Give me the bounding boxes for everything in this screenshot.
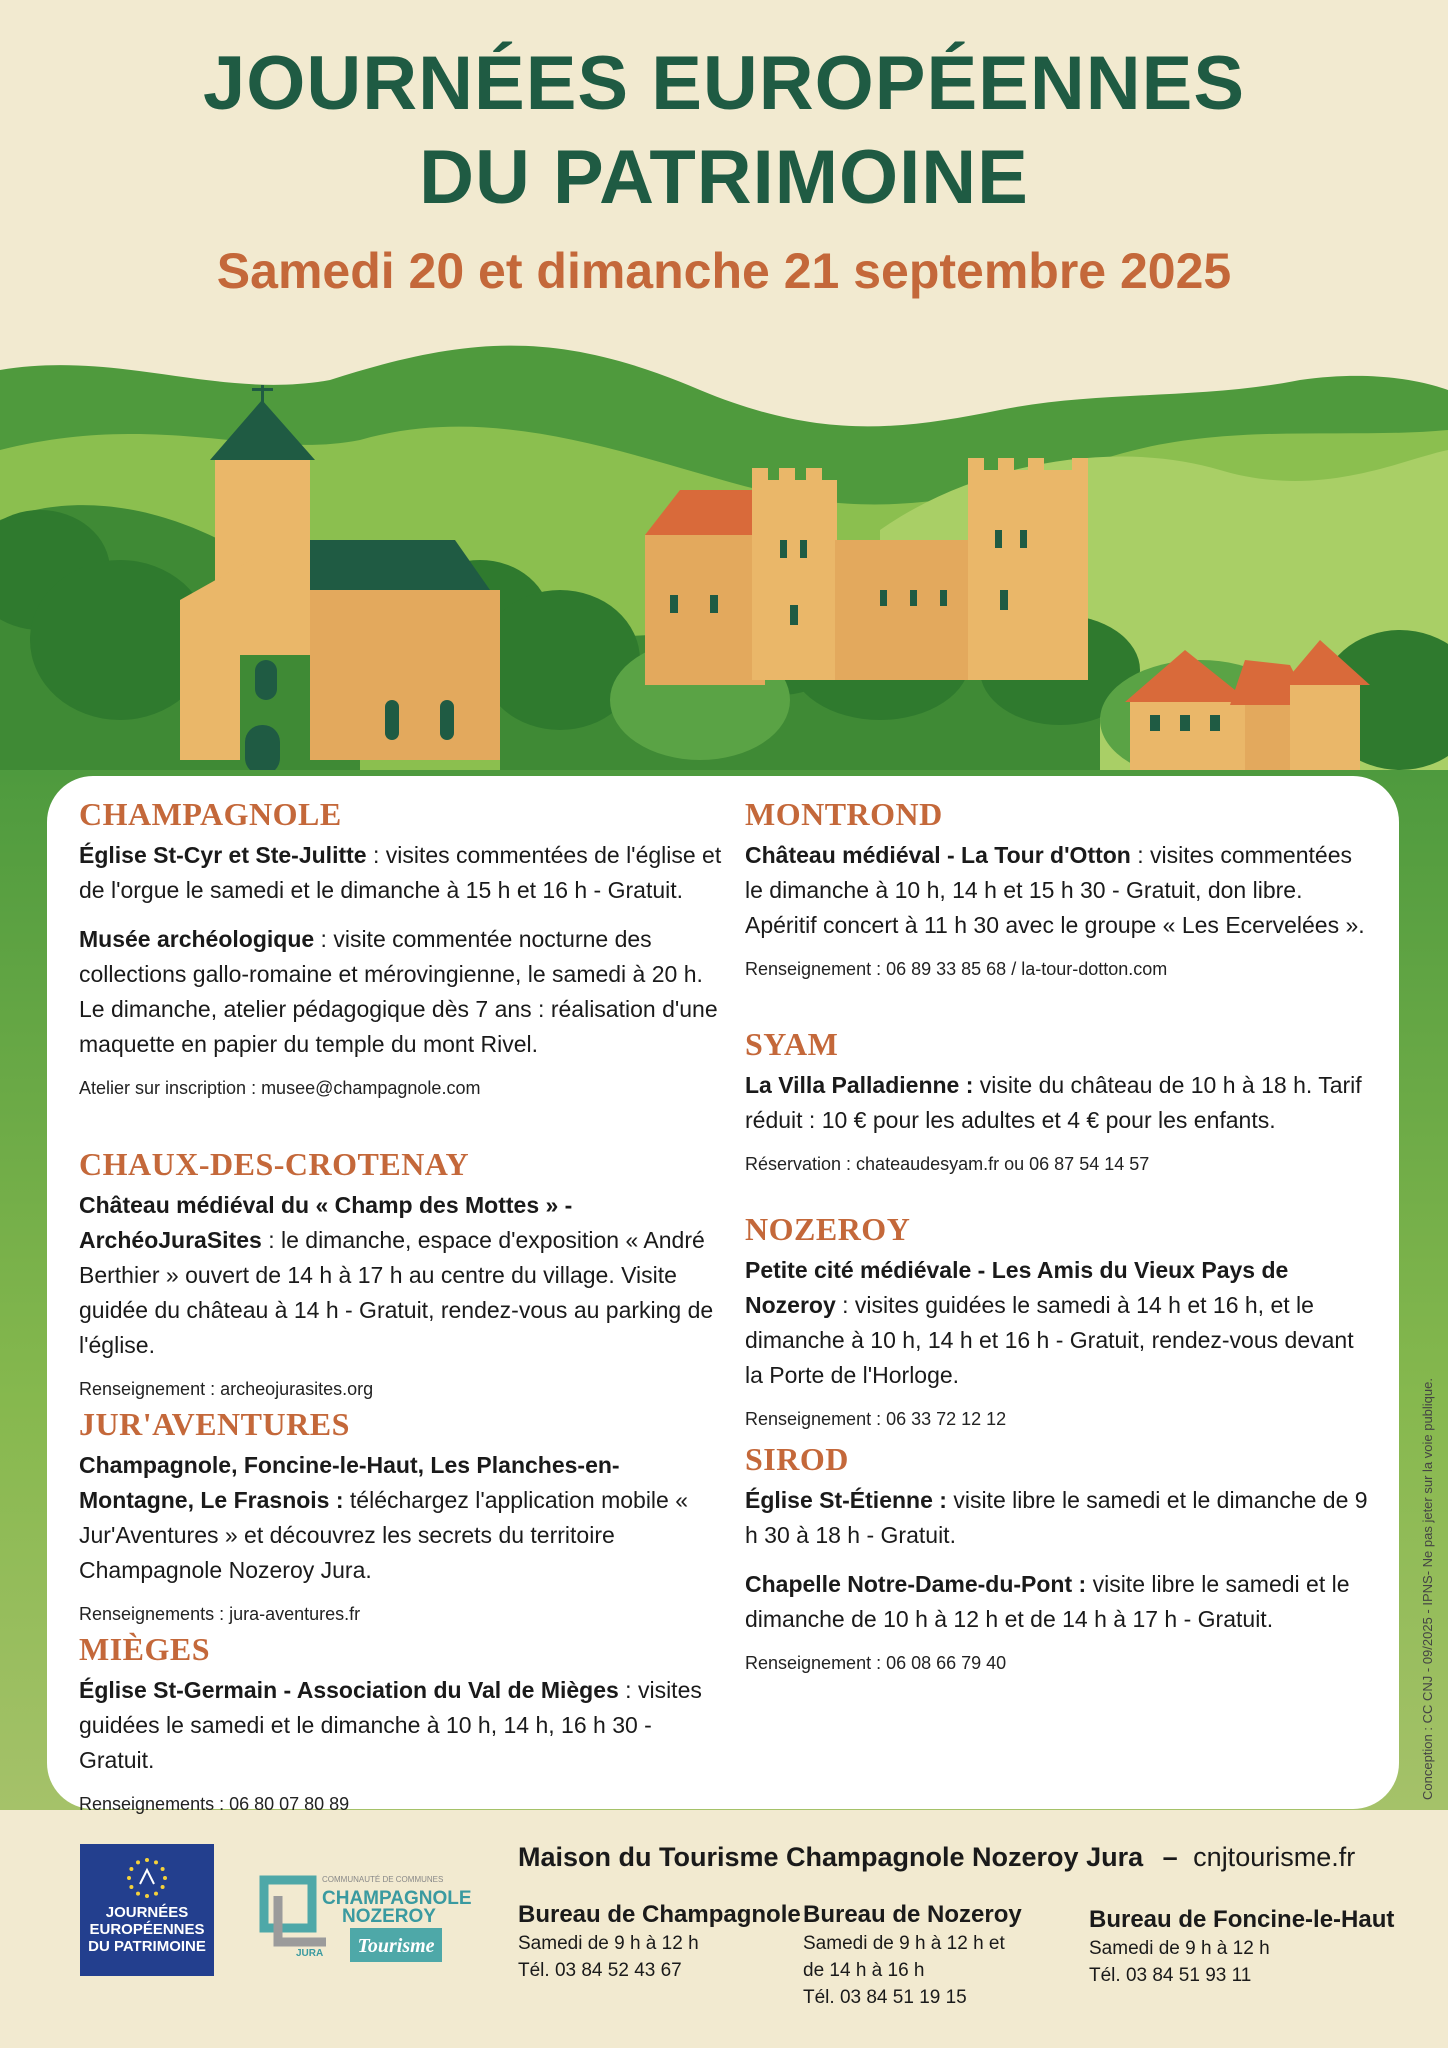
page-title-line2: DU PATRIMOINE <box>419 135 1029 220</box>
contact-info: Renseignement : 06 33 72 12 12 <box>745 1409 1007 1429</box>
venue-details: : visites guidées le samedi à 14 h et 16 h, et le dimanche à 10 h, 14 h et 16 h - Gratuit, rendez-vous devant la Porte de l'Horloge. <box>745 1292 1354 1388</box>
venue-name: La Villa Palladienne : <box>745 1072 974 1098</box>
event-dates: Samedi 20 et dimanche 21 septembre 2025 <box>216 243 1232 299</box>
event-description <box>745 1483 1375 1553</box>
bureau-foncine-le-haut <box>1089 1905 1394 1989</box>
venue-name: Château médiéval - La Tour d'Otton <box>745 842 1131 868</box>
bureau-nozeroy <box>803 1900 1022 2011</box>
section-nozeroy <box>745 1211 1375 1431</box>
cc-logo-line2: NOZEROY <box>342 1906 436 1927</box>
cc-logo-tourisme: Tourisme <box>357 1935 435 1957</box>
venue-details: téléchargez l'application mobile « Jur'Aventures » et découvrez les secrets du territoire Champagnole Nozeroy Jura. <box>79 1487 689 1583</box>
maison-name: Maison du Tourisme Champagnole Nozeroy Jura <box>518 1842 1144 1872</box>
cc-champagnole-nozeroy-logo <box>256 1870 480 1990</box>
bureau-phone: Tél. 03 84 52 43 67 <box>518 1960 682 1981</box>
section-champagnole <box>79 796 729 1100</box>
venue-details: : visites guidées le samedi et le dimanche à 10 h, 14 h, 16 h 30 - Gratuit. <box>79 1677 702 1773</box>
website-link[interactable]: cnjtourisme.fr <box>1193 1842 1356 1872</box>
bureau-hours: Samedi de 9 h à 12 h <box>1089 1938 1270 1959</box>
contact-info: Renseignement : archeojurasites.org <box>79 1379 374 1399</box>
venue-details: visite libre le samedi et le dimanche de 9 h 30 à 18 h - Gratuit. <box>745 1487 1368 1548</box>
section-juraventures <box>79 1406 729 1626</box>
venue-name: Église St-Étienne : <box>745 1487 947 1513</box>
venue-name: Église St-Germain - Association du Val de Mièges <box>79 1677 619 1703</box>
contact-info: Renseignement : 06 89 33 85 68 / la-tour-dotton.com <box>745 959 1168 979</box>
bureau-champagnole <box>518 1900 801 1984</box>
event-description <box>745 1567 1375 1637</box>
section-title: JUR'AVENTURES <box>79 1406 350 1442</box>
contact-info: Atelier sur inscription : musee@champagnole.com <box>79 1078 481 1098</box>
section-syam <box>745 1026 1375 1176</box>
cc-logo-small: COMMUNAUTÉ DE COMMUNES <box>322 1875 444 1884</box>
venue-name: Musée archéologique <box>79 926 315 952</box>
venue-details: visite libre le samedi et le dimanche de 10 h à 12 h et de 14 h à 17 h - Gratuit. <box>745 1571 1350 1632</box>
venue-name: Champagnole, Foncine-le-Haut, Les Planches-en-Montagne, Le Frasnois : <box>79 1452 620 1513</box>
footer <box>0 1830 1448 2048</box>
bureau-name: Bureau de Nozeroy <box>803 1901 1022 1928</box>
event-description <box>79 1188 729 1363</box>
section-title: SIROD <box>745 1441 849 1477</box>
bureau-name: Bureau de Champagnole <box>518 1901 801 1928</box>
design-credit: Conception : CC CNJ - 09/2025 - IPNS- Ne pas jeter sur la voie publique. <box>1420 1378 1435 1800</box>
eu-stars-icon <box>123 1854 171 1902</box>
maison-du-tourisme <box>518 1842 1355 1873</box>
contact-info: Renseignements : 06 80 07 80 89 <box>79 1794 350 1814</box>
event-description <box>79 1448 729 1588</box>
event-description <box>745 838 1375 943</box>
section-mieges <box>79 1631 729 1816</box>
event-description <box>745 1068 1375 1138</box>
section-title: MIÈGES <box>79 1631 211 1667</box>
section-chaux-des-crotenay <box>79 1146 729 1401</box>
bureau-hours: Samedi de 9 h à 12 h <box>518 1933 699 1954</box>
venue-name: Château médiéval du « Champ des Mottes » - ArchéoJuraSites <box>79 1192 573 1253</box>
venue-details: : visites commentées le dimanche à 10 h, 14 h et 15 h 30 - Gratuit, don libre. Apéritif concert à 11 h 30 avec le groupe « Les Ecervelées ». <box>745 842 1365 938</box>
event-description <box>79 838 729 908</box>
cc-logo-line1: CHAMPAGNOLE <box>322 1888 472 1909</box>
section-title: CHAUX-DES-CROTENAY <box>79 1146 470 1182</box>
bureau-name: Bureau de Foncine-le-Haut <box>1089 1906 1395 1933</box>
bureau-hours: Samedi de 9 h à 12 h et <box>803 1933 1005 1954</box>
contact-info: Réservation : chateaudesyam.fr ou 06 87 54 14 57 <box>745 1154 1150 1174</box>
jep-logo <box>80 1844 214 1976</box>
separator: – <box>1162 1842 1178 1872</box>
header <box>0 0 1448 360</box>
bureau-hours: de 14 h à 16 h <box>803 1960 925 1981</box>
page-title-line1: JOURNÉES EUROPÉENNES <box>202 41 1246 126</box>
section-title: NOZEROY <box>745 1211 911 1247</box>
section-title: SYAM <box>745 1026 839 1062</box>
venue-details: : le dimanche, espace d'exposition « André Berthier » ouvert de 14 h à 17 h au centre du village. Visite guidée du château à 14 h - Gratuit, rendez-vous au parking de l'église. <box>79 1227 714 1358</box>
jep-logo-text: JOURNÉES EUROPÉENNES DU PATRIMOINE <box>88 1904 206 1955</box>
venue-name: Petite cité médiévale - Les Amis du Vieux Pays de Nozeroy <box>745 1257 1289 1318</box>
section-sirod <box>745 1441 1375 1675</box>
cc-logo-jura: JURA <box>296 1948 324 1959</box>
venue-name: Église St-Cyr et Ste-Julitte <box>79 842 367 868</box>
event-description <box>79 1673 729 1778</box>
section-title: MONTROND <box>745 796 943 832</box>
venue-details: : visites commentées de l'église et de l'orgue le samedi et le dimanche à 15 h et 16 h - Gratuit. <box>79 842 722 903</box>
contact-info: Renseignements : jura-aventures.fr <box>79 1604 361 1624</box>
section-montrond <box>745 796 1375 981</box>
venue-name: Chapelle Notre-Dame-du-Pont : <box>745 1571 1087 1597</box>
contact-info: Renseignement : 06 08 66 79 40 <box>745 1653 1007 1673</box>
bureau-phone: Tél. 03 84 51 19 15 <box>803 1987 967 2008</box>
landscape-illustration <box>0 340 1448 810</box>
event-description <box>745 1253 1375 1393</box>
bureau-phone: Tél. 03 84 51 93 11 <box>1089 1965 1252 1986</box>
events-card <box>47 776 1399 1814</box>
venue-details: : visite commentée nocturne des collections gallo-romaine et mérovingienne, le samedi à 20 h. Le dimanche, atelier pédagogique dès 7 ans : réalisation d'une maquette en papier du temple du mont Rivel. <box>79 926 718 1057</box>
venue-details: visite du château de 10 h à 18 h. Tarif réduit : 10 € pour les adultes et 4 € pour les enfants. <box>745 1072 1362 1133</box>
section-title: CHAMPAGNOLE <box>79 796 342 832</box>
event-description <box>79 922 729 1062</box>
